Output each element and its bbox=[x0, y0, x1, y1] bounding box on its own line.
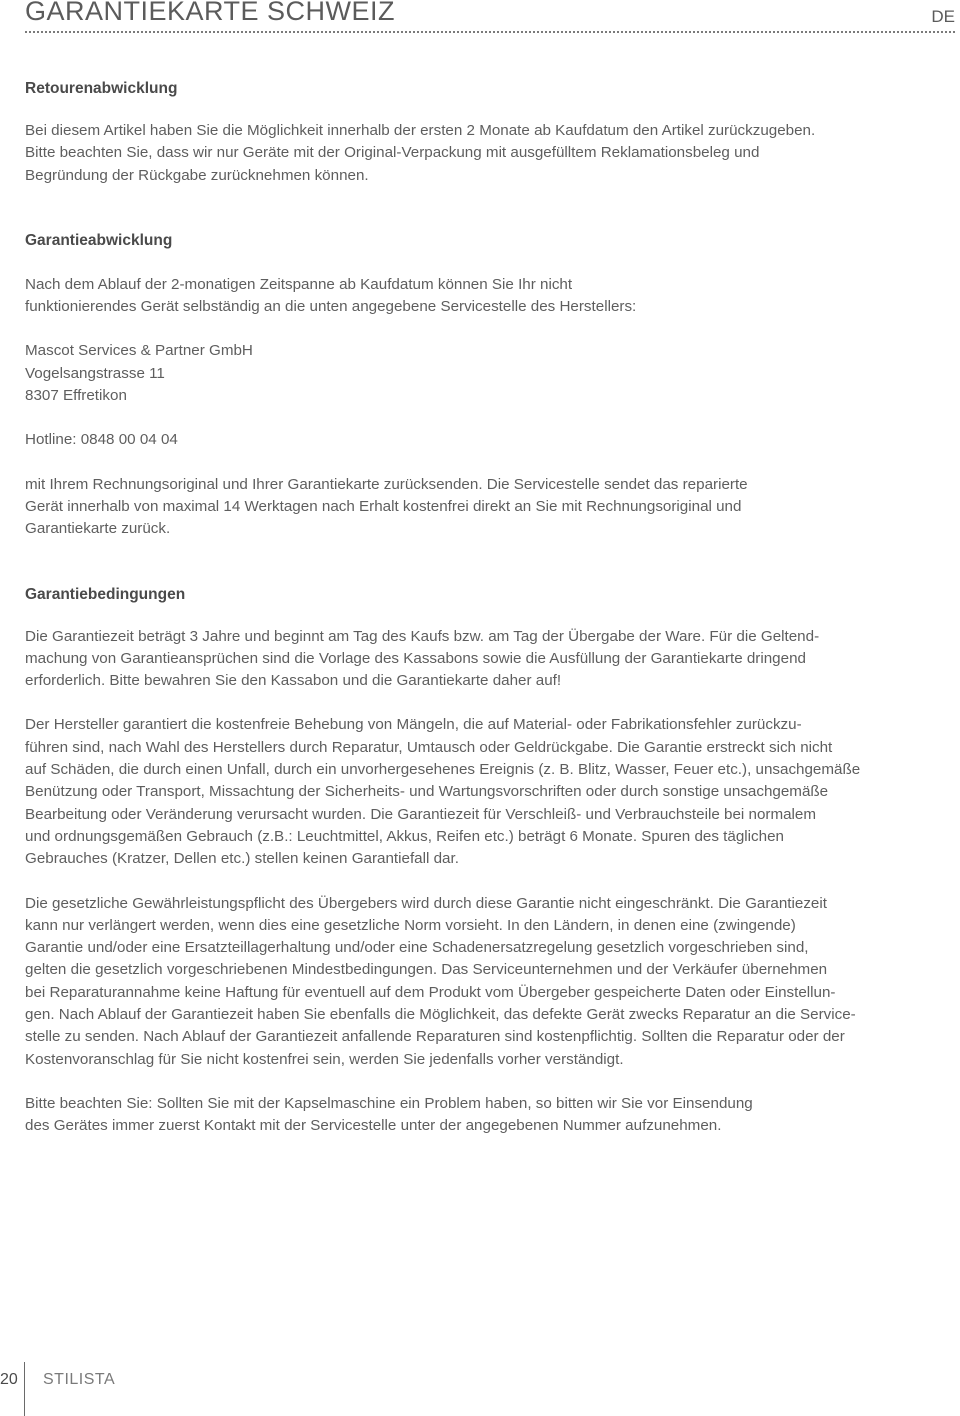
address-city: 8307 Effretikon bbox=[25, 387, 127, 405]
text-line: Garantiekarte zurück. bbox=[25, 520, 171, 538]
paragraph-garantieabwicklung-intro bbox=[25, 274, 930, 319]
text-line: gen. Nach Ablauf der Garantiezeit haben Sie ebenfalls die Möglichkeit, das defekte Gerät zwecks Reparatur an die Service- bbox=[25, 1006, 856, 1024]
text-line: Bei diesem Artikel haben Sie die Möglichkeit innerhalb der ersten 2 Monate ab Kaufdatum den Artikel zurückzugeben. bbox=[25, 122, 816, 139]
language-label: DE bbox=[931, 7, 955, 26]
text-line: stelle zu senden. Nach Ablauf der Garantiezeit anfallende Reparaturen sind kostenpflichtig. Sollten die Reparatur oder der bbox=[25, 1028, 845, 1046]
text-line: und ordnungsgemäßen Gebrauch (z.B.: Leuchtmittel, Akkus, Reifen etc.) beträgt 6 Monate. Spuren des täglichen bbox=[25, 827, 784, 845]
paragraph-hersteller-garantie bbox=[25, 714, 930, 870]
section-heading-garantieabwicklung: Garantieabwicklung bbox=[25, 231, 173, 249]
header-divider bbox=[25, 31, 955, 33]
section-heading-retouren: Retourenabwicklung bbox=[25, 80, 178, 97]
text-line: Der Hersteller garantiert die kostenfreie Behebung von Mängeln, die auf Material- oder Fabrikationsfehler zurückzu- bbox=[25, 716, 802, 734]
text-line: kann nur verlängert werden, wenn dies eine gesetzliche Norm vorsieht. In den Ländern, in denen eine (zwingende) bbox=[25, 916, 796, 934]
text-line: funktionierendes Gerät selbständig an die unten angegebene Servicestelle des Herstellers: bbox=[25, 298, 637, 316]
address-company: Mascot Services & Partner GmbH bbox=[25, 342, 253, 360]
paragraph-gewaehrleistung bbox=[25, 893, 930, 1071]
document-body bbox=[25, 78, 930, 1138]
text-line: Nach dem Ablauf der 2-monatigen Zeitspanne ab Kaufdatum können Sie Ihr nicht bbox=[25, 275, 573, 293]
paragraph-garantieabwicklung-return bbox=[25, 474, 930, 541]
text-line: Gebrauches (Kratzer, Dellen etc.) stellen keinen Garantiefall dar. bbox=[25, 850, 459, 868]
text-line: Benützung oder Transport, Missachtung der Sicherheits- und Wartungsvorschriften oder durch sonstige unsachgemäße bbox=[25, 783, 829, 801]
text-line: bei Reparaturannahme keine Haftung für eventuell auf dem Produkt vom Übergeber gespeicherte Daten oder Einstellun- bbox=[25, 983, 836, 1001]
text-line: führen sind, nach Wahl des Herstellers durch Reparatur, Umtausch oder Geldrückgabe. Die Garantie erstreckt sich nicht bbox=[25, 738, 833, 756]
text-line: des Gerätes immer zuerst Kontakt mit der Servicestelle unter der angegebenen Nummer aufzunehmen. bbox=[25, 1117, 722, 1135]
page-header bbox=[25, 0, 960, 34]
brand-name: STILISTA bbox=[43, 1371, 116, 1388]
text-line: gelten die gesetzlich vorgeschriebenen Mindestbedingungen. Das Serviceunternehmen und der Verkäufer übernehmen bbox=[25, 961, 828, 979]
text-line: machung von Garantieansprüchen sind die Vorlage des Kassabons sowie die Ausfüllung der Garantiekarte dringend bbox=[25, 649, 806, 667]
hotline-number: Hotline: 0848 00 04 04 bbox=[25, 431, 178, 449]
text-line: Gerät innerhalb von maximal 14 Werktagen nach Erhalt kostenfrei direkt an Sie mit Rechnungsoriginal und bbox=[25, 497, 742, 515]
footer-divider bbox=[24, 1362, 25, 1416]
service-address bbox=[25, 340, 930, 407]
address-street: Vogelsangstrasse 11 bbox=[25, 364, 165, 382]
paragraph-garantiezeit bbox=[25, 626, 930, 693]
text-line: erforderlich. Bitte bewahren Sie den Kassabon und die Garantiekarte daher auf! bbox=[25, 672, 562, 690]
text-line: auf Schäden, die durch einen Unfall, durch ein unvorhergesehenes Ereignis (z. B. Blitz, Wasser, Feuer etc.), unsachgemäße bbox=[25, 761, 861, 779]
paragraph-kapselmaschine-hinweis bbox=[25, 1093, 930, 1138]
text-line: Bearbeitung oder Veränderung verursacht wurden. Die Garantiezeit für Verschleiß- und Verbrauchsteile bei normalem bbox=[25, 805, 817, 823]
text-line: Kostenvoranschlag für Sie nicht kostenfrei sein, werden Sie jedenfalls vorher verständigt. bbox=[25, 1050, 624, 1068]
page-title: GARANTIEKARTE SCHWEIZ bbox=[25, 0, 396, 26]
section-heading-garantiebedingungen: Garantiebedingungen bbox=[25, 585, 186, 603]
text-line: Begründung der Rückgabe zurücknehmen können. bbox=[25, 166, 369, 184]
text-line: Die Garantiezeit beträgt 3 Jahre und beginnt am Tag des Kaufs bzw. am Tag der Übergabe der Ware. Für die Geltend- bbox=[25, 627, 820, 645]
paragraph-retouren bbox=[25, 120, 930, 187]
text-line: mit Ihrem Rechnungsoriginal und Ihrer Garantiekarte zurücksenden. Die Servicestelle sendet das reparierte bbox=[25, 475, 748, 493]
text-line: Garantie und/oder eine Ersatzteillagerhaltung und/oder eine Schadenersatzregelung gesetzlich vorgeschrieben sind, bbox=[25, 939, 809, 957]
text-line: Die gesetzliche Gewährleistungspflicht des Übergebers wird durch diese Garantie nicht eingeschränkt. Die Garantiezeit bbox=[25, 894, 827, 912]
text-line: Bitte beachten Sie, dass wir nur Geräte mit der Original-Verpackung mit ausgefülltem Reklamationsbeleg und bbox=[25, 144, 760, 162]
page-number: 20 bbox=[0, 1371, 18, 1388]
text-line: Bitte beachten Sie: Sollten Sie mit der Kapselmaschine ein Problem haben, so bitten wir Sie vor Einsendung bbox=[25, 1094, 753, 1112]
